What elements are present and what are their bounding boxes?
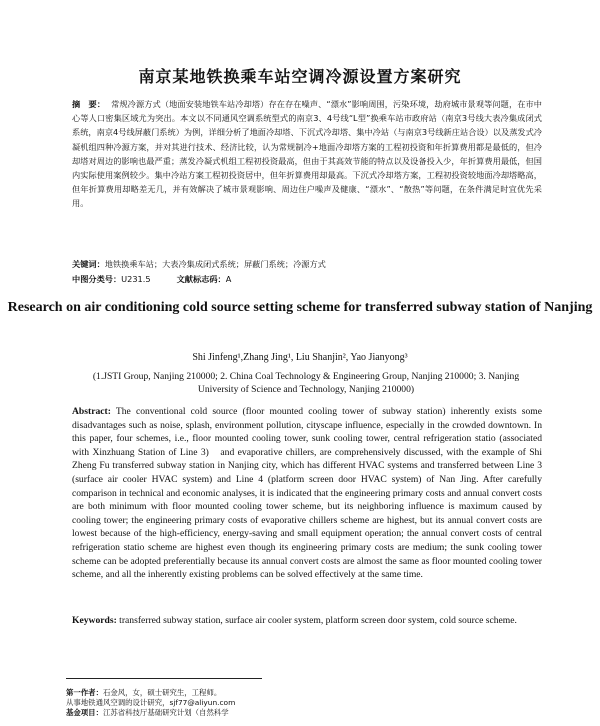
footnote-work-line: 从事地铁通风空调的设计研究，sjf77@aliyun.com <box>66 698 236 707</box>
chinese-keywords <box>72 258 542 270</box>
chinese-abstract-text: 常规冷源方式（地面安装地铁车站冷却塔）存在存在噪声、“漂水”影响周围，污染环境，劫府城市景观等问题，在市中心等人口密集区域尤为突出。本文以不同通风空调系统型式的南京3、4号线“L型”换乘车站市政府站（南京3号线大表冷集成闭式系统，南京4号线屏蔽门系统）为例，详细分析了地面冷却塔、下沉式冷却塔、集中冷站（与南京3号线新庄站合设）以及蒸发式冷凝机组四种冷源方案，并对其进行技术、经济比较，认为常规制冷+地面冷却塔方案的工程初投资和年折算费用都是最低的，但冷却塔对周边的影响也最严重；蒸发冷凝式机组工程初投资最高，但由于其高效节能的特点以及设备投入少，年折算费用最低，但国内实际使用案例较少。集中冷站方案工程初投资居中，但年折算费用却最高。下沉式冷却塔方案，工程初投资较地面冷却塔略高，但年折算费用却略差无几，并有效解决了城市景观影响、周边住户噪声及健康、“漂水”、“散热”等问题，在条件满足时宜优先采用。 <box>72 99 542 209</box>
english-keywords-label: Keywords: <box>72 615 117 626</box>
english-abstract-label: Abstract: <box>72 406 111 417</box>
footnote-fund-label: 基金项目： <box>66 708 103 717</box>
chinese-abstract-label: 摘 要： <box>72 99 106 109</box>
classification-line <box>72 273 542 285</box>
footnote-author-line <box>66 688 346 698</box>
clc-label: 中图分类号： <box>72 274 122 284</box>
chinese-keywords-label: 关键词： <box>72 259 105 269</box>
doc-code-label: 文献标志码： <box>176 274 226 284</box>
clc-value: U231.5 <box>121 274 151 284</box>
chinese-keywords-text: 地铁换乘车站；大表冷集成闭式系统；屏蔽门系统；冷源方式 <box>104 259 326 269</box>
doc-code-value: A <box>225 274 232 284</box>
footnote-fund-line <box>66 708 346 718</box>
affiliations: (1.JSTI Group, Nanjing 210000; 2. China Coal Technology & Engineering Group, Nanjing 210000; 3. Nanjing University of Science and Technology, Nanjing 210000) <box>92 371 520 395</box>
footnote-author-text: 石金风，女，硕士研究生，工程师。 <box>102 688 222 697</box>
english-abstract-text: The conventional cold source (floor mounted cooling tower of subway station) inherently exists some disadvantages such as noise, splash, environment pollution, cityscape influence, especially in the crowded downtown. In this paper, four schemes, i.e., floor mounted cooling tower, sunk cooling tower, central refrigeration statio (associated with Xinzhuang Station of Line 3) and evaporative chillers, are comprehensively discussed, with the example of Shi Zheng Fu transferred subway station in Nanjing city, which has different HVAC systems and transferred between Line 3 (surface air cooler HVAC system) and Line 4 (platform screen door HVAC system) of Nan Jing. After carefully comparison in technical and economic analyses, it is indicated that the engineering primary costs and annual convert costs are both minimum with floor mounted cooling tower scheme, but its neighboring influence is maximum caused by cooling tower; the engineering primary costs of evaporative chillers scheme are highest, but its annual convert costs are lowest because of the high-efficiency, energy-saving and small equipment operation; the annual convert costs of central refrigeration statio scheme are highest even though its engineering primary costs are medium; the sunk cooling tower scheme can be adopted preferentially because its annual convert costs are almost the same as floor mounted cooling tower scheme, and all the inherently existing problems can be solved effectively at the same time. <box>72 406 542 581</box>
english-title: Research on air conditioning cold source setting scheme for transferred subway station of Nanjing <box>7 300 593 315</box>
english-keywords <box>72 614 542 628</box>
author-list: Shi Jinfeng¹,Zhang Jing¹, Liu Shanjin², Yao Jianyong³ <box>192 352 408 363</box>
footnote <box>66 688 346 718</box>
footnote-author-label: 第一作者： <box>66 688 103 697</box>
english-keywords-text: transferred subway station, surface air cooler system, platform screen door system, cold source scheme. <box>119 615 517 626</box>
footnote-fund-text: 江苏省科技厅基础研究计划（自然科学 <box>102 708 229 717</box>
english-abstract <box>72 405 542 582</box>
footnote-divider <box>66 678 262 679</box>
chinese-abstract <box>72 97 542 211</box>
chinese-title: 南京某地铁换乘车站空调冷源设置方案研究 <box>138 67 462 86</box>
